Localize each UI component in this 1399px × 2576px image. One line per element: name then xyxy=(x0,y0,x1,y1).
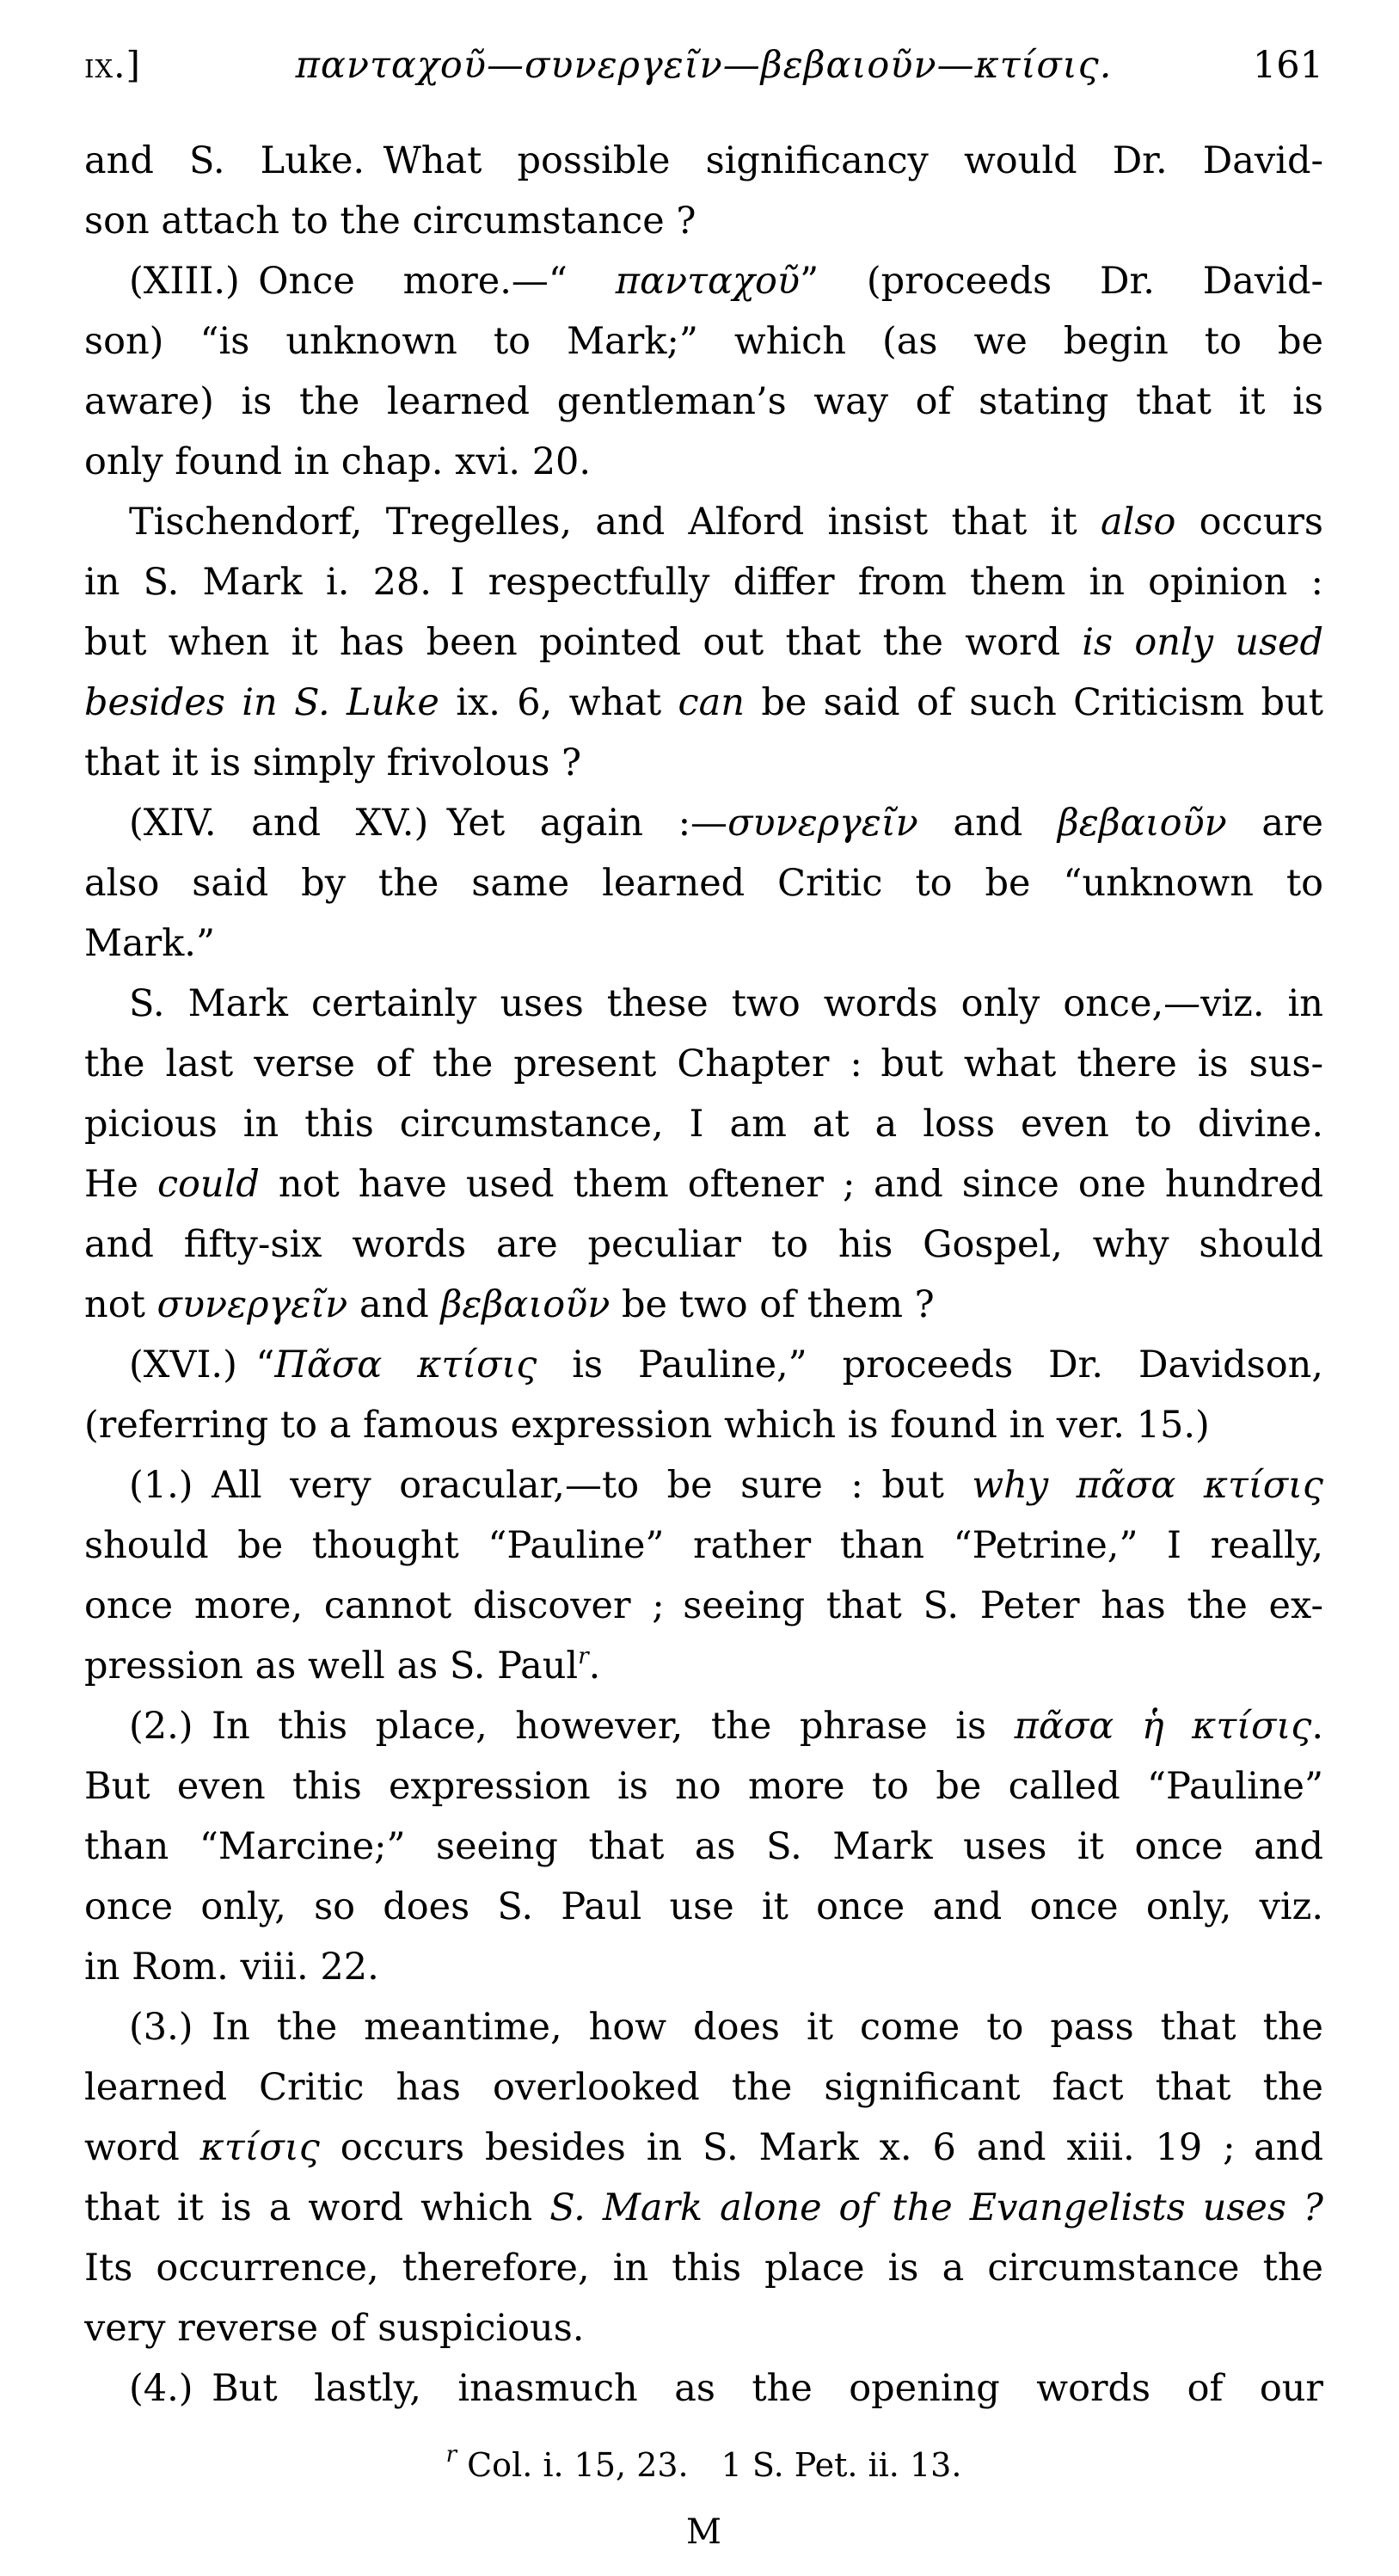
plain-text: pression as well as S. Paul xyxy=(84,1645,579,1688)
text-line xyxy=(84,311,1323,372)
text-line xyxy=(84,1576,1323,1636)
emphasis-text: Πᾶσα κτίσις xyxy=(274,1343,537,1386)
emphasis-text: συνεργεῖν xyxy=(727,802,918,845)
plain-text: But even this expression is no more to be called “Pauline” xyxy=(84,1765,1323,1808)
text-line xyxy=(84,2298,1323,2358)
paragraph xyxy=(84,974,1323,1335)
plain-text: be said of such Criticism but xyxy=(744,681,1323,724)
plain-text: than “Marcine;” seeing that as S. Mark uses it once and xyxy=(84,1825,1323,1868)
text-line xyxy=(84,1214,1323,1275)
text-line xyxy=(84,432,1323,492)
plain-text: and xyxy=(347,1283,441,1326)
plain-text: word xyxy=(84,2126,200,2169)
plain-text: not have used them oftener ; and since one hundred xyxy=(259,1163,1323,1206)
emphasis-text: why xyxy=(972,1464,1077,1507)
emphasis-text: also xyxy=(1100,501,1176,544)
text-line xyxy=(84,733,1323,793)
text-line xyxy=(84,2358,1323,2419)
paragraph xyxy=(84,793,1323,974)
text-line xyxy=(84,2238,1323,2298)
plain-text: ” (proceeds Dr. David- xyxy=(800,260,1323,303)
emphasis-text: πανταχοῦ xyxy=(615,260,801,303)
emphasis-text: κτίσις xyxy=(199,2126,320,2169)
plain-text: that it is a word which xyxy=(84,2186,550,2229)
plain-text: and xyxy=(917,802,1058,845)
plain-text: once only, so does S. Paul use it once and once only, viz. xyxy=(84,1885,1323,1928)
text-line xyxy=(84,853,1323,913)
plain-text: that it is simply frivolous ? xyxy=(84,741,582,784)
text-line xyxy=(84,1154,1323,1214)
paragraph xyxy=(84,492,1323,793)
page-number: 161 xyxy=(1252,44,1323,87)
plain-text: son) “is unknown to Mark;” which (as we begin to be xyxy=(84,320,1323,363)
emphasis-text: S. Mark alone of the Evangelists uses ? xyxy=(549,2186,1323,2229)
text-line xyxy=(84,673,1323,733)
plain-text: picious in this circumstance, I am at a loss even to divine. xyxy=(84,1103,1323,1146)
plain-text: in Rom. viii. 22. xyxy=(84,1946,379,1989)
plain-text: son attach to the circumstance ? xyxy=(84,200,696,243)
text-line xyxy=(84,1335,1323,1395)
emphasis-text: βεβαιοῦν xyxy=(1057,802,1227,845)
text-line xyxy=(84,1756,1323,1817)
text-line xyxy=(84,913,1323,974)
paragraph xyxy=(84,1335,1323,1455)
plain-text: be two of them ? xyxy=(610,1283,935,1326)
paragraph xyxy=(84,1997,1323,2358)
emphasis-text: πᾶσα κτίσις xyxy=(1076,1464,1323,1507)
paragraph xyxy=(84,251,1323,492)
paragraph xyxy=(84,1455,1323,1696)
plain-text: learned Critic has overlooked the significant fact that the xyxy=(84,2066,1323,2109)
plain-text: ix. 6, what xyxy=(439,681,678,724)
plain-text: . xyxy=(588,1645,601,1688)
plain-text: aware) is the learned gentleman’s way of stating that it is xyxy=(84,380,1323,423)
plain-text: (XVI.) “ xyxy=(129,1343,275,1386)
plain-text: (3.) In the meantime, how does it come to pass that the xyxy=(129,2006,1323,2049)
text-line xyxy=(84,974,1323,1034)
text-line xyxy=(84,793,1323,853)
text-line xyxy=(84,1997,1323,2057)
page-body xyxy=(84,131,1323,2419)
emphasis-text: is only used xyxy=(1082,621,1323,664)
plain-text: occurs xyxy=(1175,501,1323,544)
text-line xyxy=(84,1877,1323,1937)
text-line xyxy=(84,1515,1323,1576)
plain-text: Its occurrence, therefore, in this place is a circumstance the xyxy=(84,2247,1323,2290)
plain-text: Col. i. 15, 23. 1 S. Pet. ii. 13. xyxy=(457,2446,962,2484)
running-title-greek: πανταχοῦ—συνεργεῖν—βεβαιοῦν—κτίσις. xyxy=(295,44,1113,87)
text-line xyxy=(84,1275,1323,1335)
paragraph xyxy=(84,1696,1323,1997)
plain-text: only found in chap. xvi. 20. xyxy=(84,440,592,483)
plain-text: (2.) In this place, however, the phrase is xyxy=(129,1705,1015,1748)
text-line xyxy=(84,251,1323,311)
plain-text: in S. Mark i. 28. I respectfully differ from them in opinion : xyxy=(84,561,1323,604)
signature-mark: M xyxy=(686,2512,721,2552)
text-line xyxy=(84,1034,1323,1094)
plain-text: and fifty-six words are peculiar to his Gospel, why should xyxy=(84,1223,1323,1266)
running-header xyxy=(84,41,1323,89)
text-line xyxy=(84,1455,1323,1515)
plain-text: Mark.” xyxy=(84,922,215,965)
emphasis-text: πᾶσα ἡ κτίσις xyxy=(1014,1705,1312,1748)
plain-text: should be thought “Pauline” rather than “Petrine,” I really, xyxy=(84,1524,1323,1567)
emphasis-text: βεβαιοῦν xyxy=(440,1283,611,1326)
plain-text: (XIV. and XV.) Yet again :— xyxy=(129,802,728,845)
plain-text: also said by the same learned Critic to be “unknown to xyxy=(84,862,1323,905)
emphasis-text: συνεργεῖν xyxy=(156,1283,348,1326)
plain-text: but when it has been pointed out that the word xyxy=(84,621,1083,664)
text-line xyxy=(84,2057,1323,2118)
footnote-marker: r xyxy=(578,1644,589,1669)
plain-text: is Pauline,” proceeds Dr. Davidson, xyxy=(537,1343,1323,1386)
plain-text: are xyxy=(1226,802,1323,845)
plain-text: He xyxy=(84,1163,157,1206)
text-line xyxy=(84,1817,1323,1877)
text-line xyxy=(84,2178,1323,2238)
plain-text: not xyxy=(84,1283,157,1326)
text-line xyxy=(84,552,1323,612)
paragraph xyxy=(84,131,1323,251)
emphasis-text: can xyxy=(678,681,745,724)
footnote-marker: r xyxy=(445,2442,457,2468)
text-line xyxy=(84,1696,1323,1756)
text-line xyxy=(84,191,1323,251)
text-line xyxy=(84,1636,1323,1696)
emphasis-text: could xyxy=(156,1163,260,1206)
chapter-reference: ix.] xyxy=(84,44,141,86)
plain-text: and S. Luke. What possible significancy would Dr. David- xyxy=(84,139,1323,182)
text-line xyxy=(84,2118,1323,2178)
plain-text: . xyxy=(1311,1705,1323,1748)
text-line xyxy=(84,1937,1323,1997)
plain-text: Tischendorf, Tregelles, and Alford insist that it xyxy=(129,501,1101,544)
paragraph xyxy=(84,2358,1323,2419)
plain-text: S. Mark certainly uses these two words only once,—viz. in xyxy=(129,982,1323,1025)
text-line xyxy=(84,131,1323,191)
plain-text: (4.) But lastly, inasmuch as the opening words of our xyxy=(129,2367,1323,2410)
text-line xyxy=(84,612,1323,673)
plain-text: (referring to a famous expression which is found in ver. 15.) xyxy=(84,1404,1210,1447)
plain-text: (1.) All very oracular,—to be sure : but xyxy=(129,1464,973,1507)
plain-text: occurs besides in S. Mark x. 6 and xiii. 19 ; and xyxy=(319,2126,1323,2169)
footnote xyxy=(84,2444,1323,2486)
plain-text: the last verse of the present Chapter : but what there is sus- xyxy=(84,1042,1323,1085)
plain-text: (XIII.) Once more.—“ xyxy=(129,260,616,303)
text-line xyxy=(84,492,1323,552)
emphasis-text: besides in S. Luke xyxy=(84,681,439,724)
plain-text: once more, cannot discover ; seeing that S. Peter has the ex- xyxy=(84,1584,1323,1627)
plain-text: very reverse of suspicious. xyxy=(84,2307,585,2350)
text-line xyxy=(84,1094,1323,1154)
text-line xyxy=(84,1395,1323,1455)
text-line xyxy=(84,372,1323,432)
